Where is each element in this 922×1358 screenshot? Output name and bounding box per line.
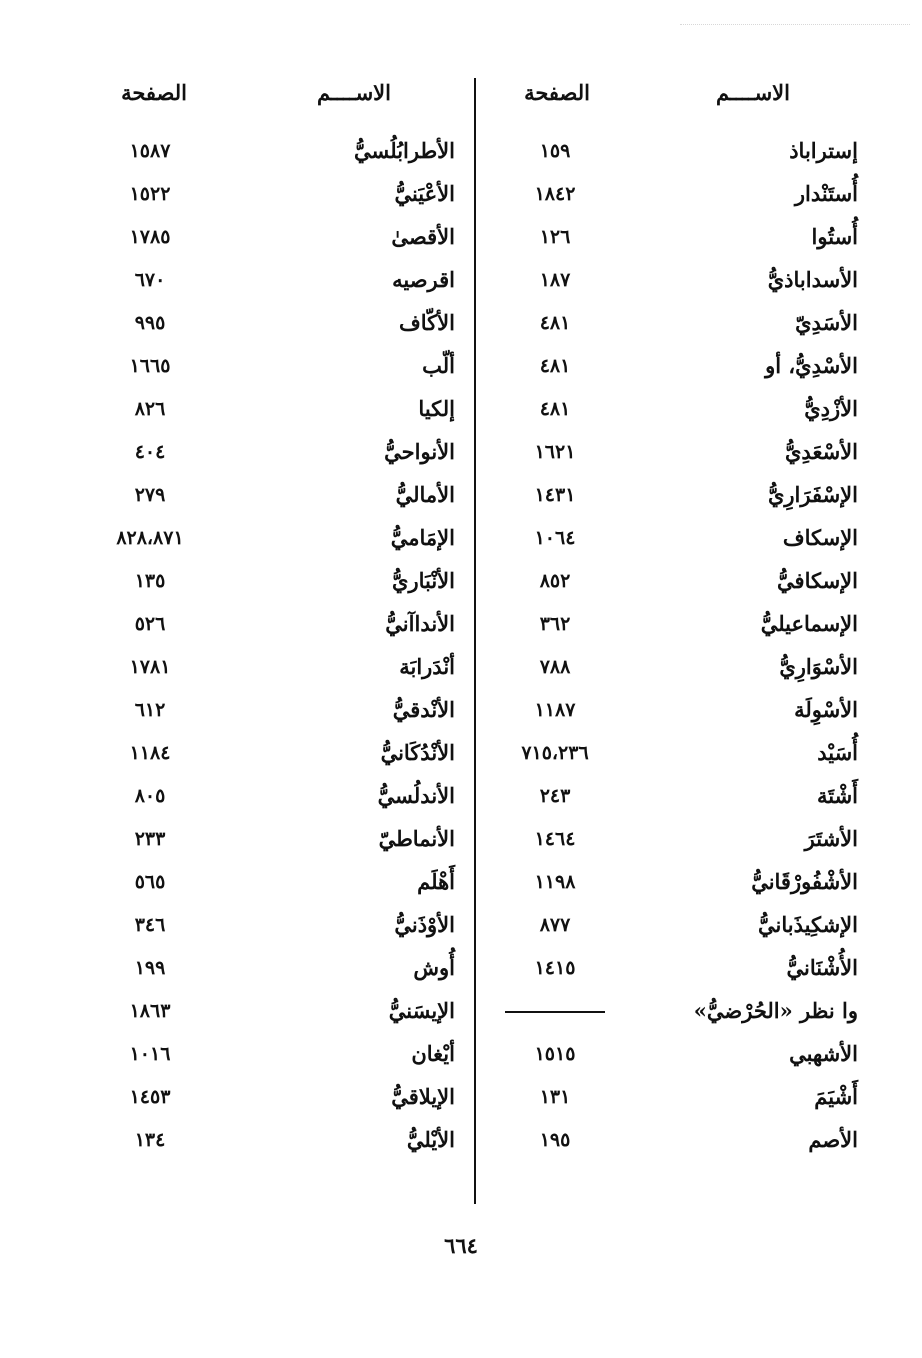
entry-name: أُستُوا [811,224,858,249]
entry-page: ١٩٥ [539,1129,571,1151]
entry-name: أُسَيْد [817,740,858,765]
index-row [490,603,870,646]
entry-page: ٨٢٦ [134,398,166,420]
name-header: الاســــم [317,80,391,105]
entry-page: ٤٨١ [539,312,571,334]
entry-name: الإيلاقيُّ [391,1084,455,1109]
entry-name: الأنماطيّ [378,826,455,851]
entry-name: وا نظر «الحُرْضيُّ» [693,998,858,1023]
index-row [490,130,870,173]
entry-page: ٨٠٥ [134,785,166,807]
index-row [490,216,870,259]
entry-name: الإمَاميُّ [390,525,455,550]
entry-name: أَشْيَمَ [814,1084,858,1109]
entry-name: الأنداآنيُّ [385,611,455,636]
entry-name: إلكيا [418,396,455,421]
index-row [490,947,870,990]
right-index-column [490,70,870,1162]
entry-page: ١٤٥٣ [129,1086,171,1108]
index-row [95,216,475,259]
index-row [95,130,475,173]
entry-page: ١٤١٥ [534,957,576,979]
entry-name: الأزْدِيُّ [804,396,858,421]
index-row [95,474,475,517]
entry-name: الأقصىٰ [391,224,455,249]
index-row [95,1033,475,1076]
entry-page: ١٣١ [539,1086,571,1108]
entry-name: الإشكِيذَبانيُّ [758,912,858,937]
index-row [95,818,475,861]
entry-name: اقرصيه [392,267,455,292]
index-row [95,947,475,990]
entry-page: ١٨٤٢ [534,183,576,205]
entry-name: الأطرابُلُسيُّ [354,138,455,163]
entry-page: ١٨٧ [539,269,571,291]
entry-name: الأسْوِلَة [794,697,858,722]
entry-name: الإيسَنيُّ [388,998,455,1023]
index-row [95,173,475,216]
index-row [95,1076,475,1119]
index-row [490,775,870,818]
entry-name: الأشتَرَ [804,826,858,851]
left-column-header [95,70,475,130]
entry-name: أَهْلَم [417,869,455,894]
entry-name: ألّب [422,353,455,378]
entry-page: ١٧٨١ [129,656,171,678]
entry-name: الأماليُّ [395,482,455,507]
index-row [490,1033,870,1076]
index-row [490,173,870,216]
index-row [95,775,475,818]
index-row [490,689,870,732]
index-row [95,904,475,947]
entry-page: ١٦٢١ [534,441,576,463]
entry-page: ١١٨٤ [129,742,171,764]
entry-name: الأسَدِيّ [795,310,858,335]
index-row [490,388,870,431]
entry-name: أُوش [413,955,455,980]
entry-page: ١٧٨٥ [129,226,171,248]
entry-name: أُستَنْدار [794,181,858,206]
index-row [490,345,870,388]
index-row [490,818,870,861]
entry-page: ٧٨٨ [539,656,571,678]
index-row [490,560,870,603]
entry-page: ٤٨١ [539,355,571,377]
right-column-rows [490,130,870,1162]
entry-name: أيْغان [411,1041,455,1066]
index-row [95,388,475,431]
entry-page: ١٩٩ [134,957,166,979]
index-row [490,517,870,560]
entry-page: ٢٤٣ [539,785,571,807]
entry-name: الأسْوَارِيُّ [779,654,858,679]
index-row [490,259,870,302]
entry-name: الأكّاف [399,310,455,335]
index-row [95,345,475,388]
entry-page: ٨٥٢ [539,570,571,592]
entry-name: الإسْفَرَارِيُّ [767,482,858,507]
entry-page: ٦٧٠ [134,269,166,291]
entry-page: ١٦٦٥ [129,355,171,377]
index-row [490,990,870,1033]
index-row [490,474,870,517]
entry-page: ٩٩٥ [134,312,166,334]
entry-page: ١٠١٦ [129,1043,171,1065]
entry-name: الأشْفُورْقَانيُّ [751,869,858,894]
entry-page: ١٣٤ [134,1129,166,1151]
entry-name: الإسكاف [782,525,858,550]
entry-name: الأشهبي [789,1041,858,1066]
entry-page: ٤٠٤ [134,441,166,463]
entry-name: الأوْذَنيُّ [394,912,455,937]
name-header: الاســــم [716,80,790,105]
separator-line [505,1011,605,1013]
entry-page: ١٥٩ [539,140,571,162]
entry-name: الأسْدِيُّ، أو [765,353,858,378]
left-index-column [95,70,475,1162]
index-row [95,1119,475,1162]
index-row [490,732,870,775]
page-header: الصفحة [121,80,187,105]
entry-page: ٨٢٨،٨٧١ [116,527,184,549]
index-row [490,1076,870,1119]
entry-name: الأندلُسيُّ [377,783,455,808]
index-row [95,431,475,474]
entry-page: ١٨٦٣ [129,1000,171,1022]
page-number: ٦٦٤ [444,1233,478,1258]
index-row [490,431,870,474]
entry-page: ٢٧٩ [134,484,166,506]
entry-name: الأسداباذيُّ [767,267,858,292]
entry-name: الإسماعيليُّ [760,611,858,636]
entry-page: ١٥٢٢ [129,183,171,205]
left-column-rows [95,130,475,1162]
entry-name: الأنْدُكَانيُّ [380,740,455,765]
index-row [95,517,475,560]
entry-page: ١١٨٧ [534,699,576,721]
entry-page: ٨٧٧ [539,914,571,936]
entry-page: ٢٣٣ [134,828,166,850]
entry-page: ٥٦٥ [134,871,166,893]
index-row [490,302,870,345]
index-row [95,603,475,646]
index-row [95,990,475,1033]
index-row [95,302,475,345]
entry-page: ٣٦٢ [539,613,571,635]
index-row [490,861,870,904]
right-column-header [490,70,870,130]
entry-page: ٧١٥،٢٣٦ [521,742,589,764]
entry-page: ٣٤٦ [134,914,166,936]
entry-page: ١٣٥ [134,570,166,592]
entry-page: ٥٢٦ [134,613,166,635]
entry-page: ١١٩٨ [534,871,576,893]
index-row [95,732,475,775]
entry-page: ٦١٢ [134,699,166,721]
index-row [490,1119,870,1162]
entry-name: الأنْدقيُّ [392,697,455,722]
entry-name: الأيْليُّ [406,1127,455,1152]
entry-page: ١٤٣١ [534,484,576,506]
entry-name: الأعْيَنيُّ [394,181,455,206]
entry-page: ٤٨١ [539,398,571,420]
entry-name: الإسكافيُّ [777,568,858,593]
entry-name: الأصم [808,1127,858,1152]
entry-name: الأُشْنَانيُّ [786,955,858,980]
entry-name: إستراباذ [789,138,858,163]
entry-page: ١٥٨٧ [129,140,171,162]
page-header: الصفحة [524,80,590,105]
index-row [95,861,475,904]
entry-name: الأنواحيُّ [384,439,455,464]
entry-page: ١٤٦٤ [534,828,576,850]
index-row [490,904,870,947]
index-row [95,689,475,732]
entry-page: ١٥١٥ [534,1043,576,1065]
scan-artifact [680,24,910,27]
entry-name: أَشْتَة [816,783,858,808]
entry-name: أنْدَرابَة [399,654,455,679]
entry-name: الأنْبَاريُّ [392,568,455,593]
index-row [95,560,475,603]
entry-name: الأسْعَدِيُّ [785,439,858,464]
index-row [490,646,870,689]
index-row [95,646,475,689]
entry-page: ١٠٦٤ [534,527,576,549]
entry-page: ١٢٦ [539,226,571,248]
index-row [95,259,475,302]
